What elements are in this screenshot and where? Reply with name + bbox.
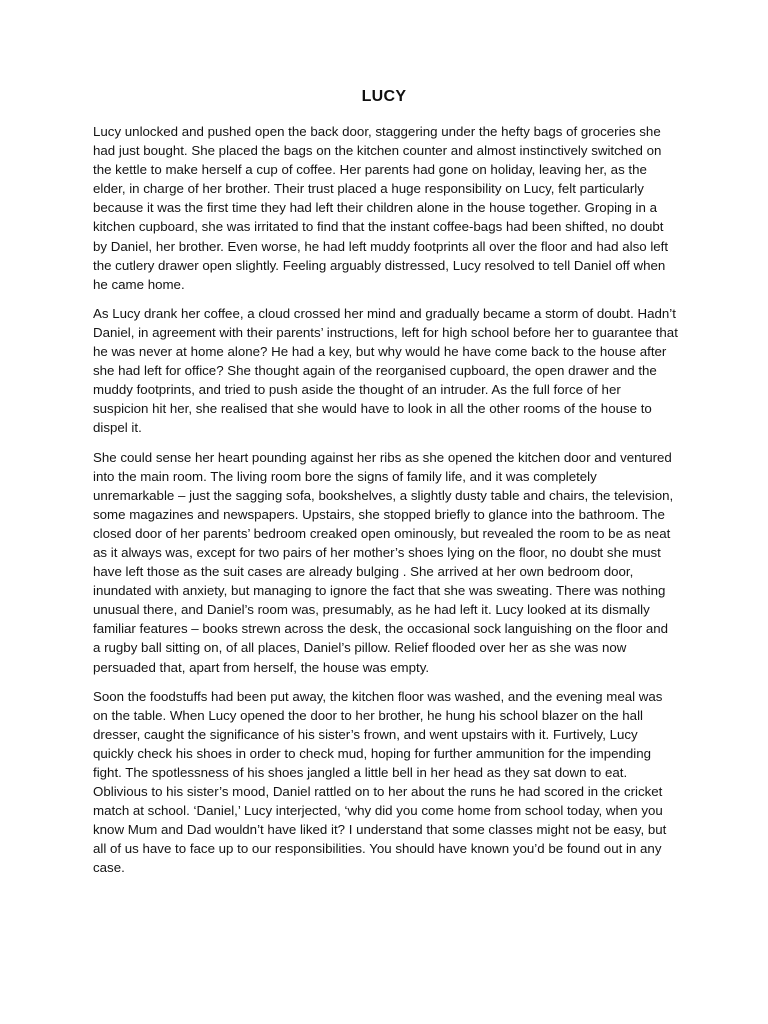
paragraph-1: Lucy unlocked and pushed open the back door, staggering under the hefty bags of groceries she had just bought. She placed the bags on the kitchen counter and almost instinctively switched on the kettle to make herself a cup of coffee. Her parents had gone on holiday, leaving her, as the elder, in charge of her brother. Their trust placed a huge responsibility on Lucy, felt particularly because it was the first time they had left their children alone in the house together. Groping in a kitchen cupboard, she was irritated to find that the instant coffee-bags had been shifted, no doubt by Daniel, her brother. Even worse, he had left muddy footprints all over the floor and had also left the cutlery drawer open slightly. Feeling arguably distressed, Lucy resolved to tell Daniel off when he came home. bbox=[93, 124, 669, 292]
paragraph-2: As Lucy drank her coffee, a cloud crossed her mind and gradually became a storm of doubt. Hadn’t Daniel, in agreement with their parents’ instructions, left for high school before her to guarantee that he was never at home alone? He had a key, but why would he have come back to the house after she had left for office? She thought again of the reorganised cupboard, the open drawer and the muddy footprints, and tried to push aside the thought of an intruder. As the full force of her suspicion hit her, she realised that she would have to look in all the other rooms of the house to dispel it. bbox=[93, 305, 678, 436]
paragraph-3: She could sense her heart pounding against her ribs as she opened the kitchen door and ventured into the main room. The living room bore the signs of family life, and it was completely unremarkable – just the sagging sofa, bookshelves, a slightly dusty table and chairs, the television, some magazines and newspapers. Upstairs, she stopped briefly to glance into the bathroom. The closed door of her parents’ bedroom creaked open ominously, but revealed the room to be as neat as it always was, except for two pairs of her mother’s shoes lying on the floor, no doubt she must have left those as the suit cases are already bulging . She arrived at her own bedroom door, inundated with anxiety, but managing to ignore the fact that she was sweating. There was nothing unusual there, and Daniel’s room was, presumably, as he had left it. Lucy looked at its dismally familiar features – books strewn across the desk, the occasional sock languishing on the floor and a rugby ball sitting on, of all places, Daniel’s pillow. Relief flooded over her as she was now persuaded that, apart from herself, the house was empty. bbox=[93, 449, 674, 675]
document-title: LUCY bbox=[361, 88, 407, 105]
paragraph-4: Soon the foodstuffs had been put away, the kitchen floor was washed, and the evening meal was on the table. When Lucy opened the door to her brother, he hung his school blazer on the hall dresser, caught the significance of his sister’s frown, and went upstairs with it. Furtively, Lucy quickly check his shoes in order to check mud, hoping for further ammunition for the impending fight. The spotlessness of his shoes jangled a little bell in her head as they sat down to eat. Oblivious to his sister’s mood, Daniel rattled on to her about the runs he had scored in the cricket match at school. ‘Daniel,’ Lucy interjected, ‘why did you come home from school today, when you know Mum and Dad wouldn’t have liked it? I understand that some classes might not be easy, but all of us have to face up to our responsibilities. You should have known you’d be found out in any case. bbox=[93, 688, 667, 876]
document-body bbox=[93, 122, 678, 888]
